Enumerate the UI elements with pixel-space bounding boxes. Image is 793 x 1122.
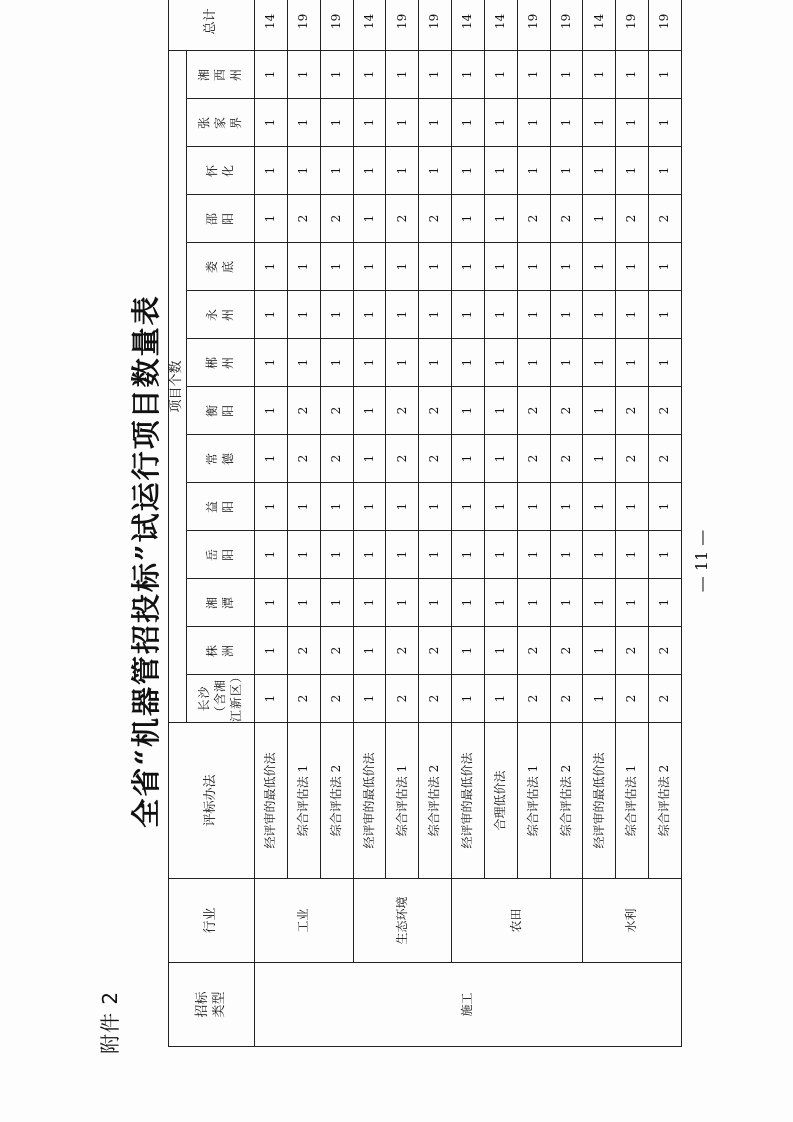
count-cell: 1 <box>320 243 353 291</box>
count-cell: 1 <box>255 195 288 243</box>
count-cell: 1 <box>616 147 649 195</box>
count-cell: 1 <box>517 291 550 339</box>
count-cell: 1 <box>255 339 288 387</box>
count-cell: 1 <box>353 339 386 387</box>
header-city: 湘 潭 <box>187 579 255 627</box>
count-cell: 1 <box>649 531 682 579</box>
count-cell: 1 <box>255 243 288 291</box>
count-cell: 1 <box>255 675 288 723</box>
count-cell: 2 <box>287 435 320 483</box>
table-row <box>353 0 386 1047</box>
count-cell: 1 <box>550 50 583 98</box>
count-cell: 1 <box>287 531 320 579</box>
industry-cell: 工业 <box>255 879 353 963</box>
count-cell: 1 <box>419 339 452 387</box>
count-cell: 1 <box>517 579 550 627</box>
industry-cell: 生态环境 <box>353 879 451 963</box>
count-cell: 2 <box>320 387 353 435</box>
count-cell: 1 <box>452 579 485 627</box>
count-cell: 1 <box>452 243 485 291</box>
count-cell: 1 <box>419 531 452 579</box>
count-cell: 2 <box>386 387 419 435</box>
industry-cell: 农田 <box>452 879 583 963</box>
method-cell: 综合评估法 2 <box>649 723 682 879</box>
count-cell: 2 <box>419 435 452 483</box>
document-title: 全省“机器管招投标”试运行项目数量表 <box>129 294 163 828</box>
count-cell: 1 <box>320 579 353 627</box>
count-cell: 1 <box>649 579 682 627</box>
count-cell: 1 <box>320 483 353 531</box>
count-cell: 1 <box>255 291 288 339</box>
count-cell: 1 <box>255 50 288 98</box>
count-cell: 1 <box>616 50 649 98</box>
count-cell: 1 <box>484 147 517 195</box>
count-cell: 2 <box>287 195 320 243</box>
count-cell: 1 <box>484 627 517 675</box>
header-industry: 行业 <box>169 879 255 963</box>
page-number: — 11 — <box>692 529 711 593</box>
count-cell: 1 <box>452 195 485 243</box>
total-cell: 14 <box>484 0 517 50</box>
count-cell: 1 <box>353 387 386 435</box>
total-cell: 14 <box>452 0 485 50</box>
count-cell: 1 <box>419 99 452 147</box>
count-cell: 1 <box>452 627 485 675</box>
count-cell: 1 <box>517 99 550 147</box>
table-row <box>583 0 616 1047</box>
count-cell: 2 <box>550 195 583 243</box>
count-cell: 1 <box>353 435 386 483</box>
count-cell: 2 <box>386 675 419 723</box>
bid-type-cell: 施工 <box>255 963 682 1047</box>
header-city: 邵 阳 <box>187 195 255 243</box>
count-cell: 1 <box>386 483 419 531</box>
project-count-table <box>168 0 682 1047</box>
method-cell: 综合评估法 2 <box>550 723 583 879</box>
count-cell: 2 <box>649 435 682 483</box>
industry-cell: 水利 <box>583 879 682 963</box>
count-cell: 1 <box>649 99 682 147</box>
count-cell: 2 <box>517 387 550 435</box>
count-cell: 1 <box>484 435 517 483</box>
count-cell: 2 <box>649 675 682 723</box>
header-total: 总计 <box>169 0 255 50</box>
count-cell: 2 <box>386 195 419 243</box>
count-cell: 1 <box>550 243 583 291</box>
count-cell: 1 <box>353 483 386 531</box>
count-cell: 1 <box>517 483 550 531</box>
count-cell: 1 <box>550 531 583 579</box>
count-cell: 1 <box>386 339 419 387</box>
count-cell: 2 <box>616 435 649 483</box>
header-city: 岳 阳 <box>187 531 255 579</box>
header-city: 株 洲 <box>187 627 255 675</box>
count-cell: 1 <box>649 291 682 339</box>
total-cell: 14 <box>255 0 288 50</box>
count-cell: 1 <box>517 531 550 579</box>
count-cell: 1 <box>550 147 583 195</box>
count-cell: 1 <box>616 483 649 531</box>
count-cell: 1 <box>386 147 419 195</box>
count-cell: 1 <box>550 339 583 387</box>
method-cell: 综合评估法 1 <box>517 723 550 879</box>
count-cell: 1 <box>550 291 583 339</box>
total-cell: 19 <box>517 0 550 50</box>
count-cell: 1 <box>583 579 616 627</box>
count-cell: 1 <box>649 483 682 531</box>
header-city: 郴 州 <box>187 339 255 387</box>
count-cell: 1 <box>255 99 288 147</box>
count-cell: 1 <box>484 243 517 291</box>
header-city: 衡 阳 <box>187 387 255 435</box>
count-cell: 1 <box>353 243 386 291</box>
count-cell: 2 <box>517 675 550 723</box>
count-cell: 2 <box>419 387 452 435</box>
count-cell: 1 <box>583 531 616 579</box>
count-cell: 1 <box>484 531 517 579</box>
count-cell: 1 <box>386 99 419 147</box>
count-cell: 1 <box>550 579 583 627</box>
count-cell: 1 <box>583 483 616 531</box>
count-cell: 1 <box>255 531 288 579</box>
count-cell: 1 <box>320 339 353 387</box>
count-cell: 1 <box>386 50 419 98</box>
total-cell: 19 <box>649 0 682 50</box>
count-cell: 2 <box>517 435 550 483</box>
count-cell: 1 <box>583 147 616 195</box>
count-cell: 1 <box>419 291 452 339</box>
count-cell: 1 <box>255 435 288 483</box>
count-cell: 2 <box>616 675 649 723</box>
count-cell: 1 <box>583 435 616 483</box>
count-cell: 1 <box>452 483 485 531</box>
count-cell: 1 <box>583 387 616 435</box>
count-cell: 1 <box>255 387 288 435</box>
count-cell: 1 <box>452 50 485 98</box>
count-cell: 1 <box>386 291 419 339</box>
count-cell: 1 <box>320 291 353 339</box>
header-city: 常 德 <box>187 435 255 483</box>
count-cell: 1 <box>419 243 452 291</box>
method-cell: 经评审的最低价法 <box>255 723 288 879</box>
count-cell: 1 <box>419 579 452 627</box>
count-cell: 1 <box>484 579 517 627</box>
count-cell: 1 <box>583 195 616 243</box>
count-cell: 1 <box>255 579 288 627</box>
count-cell: 1 <box>649 243 682 291</box>
count-cell: 1 <box>419 147 452 195</box>
count-cell: 2 <box>649 195 682 243</box>
total-cell: 19 <box>419 0 452 50</box>
count-cell: 1 <box>484 339 517 387</box>
count-cell: 1 <box>353 195 386 243</box>
total-cell: 14 <box>353 0 386 50</box>
count-cell: 1 <box>550 483 583 531</box>
count-cell: 1 <box>649 339 682 387</box>
count-cell: 1 <box>484 387 517 435</box>
count-cell: 1 <box>484 483 517 531</box>
count-cell: 2 <box>550 627 583 675</box>
count-cell: 1 <box>484 195 517 243</box>
count-cell: 2 <box>550 435 583 483</box>
count-cell: 1 <box>583 50 616 98</box>
count-cell: 1 <box>452 99 485 147</box>
count-cell: 1 <box>320 147 353 195</box>
method-cell: 经评审的最低价法 <box>452 723 485 879</box>
count-cell: 1 <box>353 675 386 723</box>
count-cell: 1 <box>452 339 485 387</box>
total-cell: 19 <box>386 0 419 50</box>
count-cell: 1 <box>517 339 550 387</box>
count-cell: 1 <box>583 243 616 291</box>
count-cell: 1 <box>550 99 583 147</box>
count-cell: 1 <box>353 50 386 98</box>
count-cell: 1 <box>484 50 517 98</box>
total-cell: 19 <box>287 0 320 50</box>
count-cell: 1 <box>616 243 649 291</box>
count-cell: 2 <box>616 627 649 675</box>
method-cell: 综合评估法 1 <box>616 723 649 879</box>
total-cell: 19 <box>550 0 583 50</box>
method-cell: 合理低价法 <box>484 723 517 879</box>
count-cell: 1 <box>452 675 485 723</box>
header-city: 湘 西 州 <box>187 50 255 98</box>
count-cell: 1 <box>287 291 320 339</box>
total-cell: 19 <box>320 0 353 50</box>
attachment-label: 附件 2 <box>98 990 122 1054</box>
count-cell: 1 <box>517 147 550 195</box>
total-cell: 14 <box>583 0 616 50</box>
count-cell: 2 <box>649 627 682 675</box>
header-method: 评标办法 <box>169 723 255 879</box>
count-cell: 2 <box>419 675 452 723</box>
header-city: 永 州 <box>187 291 255 339</box>
count-cell: 1 <box>386 579 419 627</box>
count-cell: 1 <box>419 483 452 531</box>
header-city: 娄 底 <box>187 243 255 291</box>
count-cell: 1 <box>287 579 320 627</box>
count-cell: 1 <box>255 627 288 675</box>
count-cell: 1 <box>452 147 485 195</box>
count-cell: 1 <box>616 531 649 579</box>
count-cell: 1 <box>649 147 682 195</box>
count-cell: 1 <box>287 99 320 147</box>
method-cell: 综合评估法 2 <box>320 723 353 879</box>
count-cell: 1 <box>484 99 517 147</box>
header-city: 张 家 界 <box>187 99 255 147</box>
header-project-count: 项目个数 <box>169 50 187 722</box>
count-cell: 2 <box>550 675 583 723</box>
count-cell: 1 <box>452 291 485 339</box>
count-cell: 1 <box>583 627 616 675</box>
count-cell: 1 <box>517 50 550 98</box>
count-cell: 2 <box>550 387 583 435</box>
header-bid-type: 招标 类型 <box>169 963 255 1047</box>
count-cell: 1 <box>517 243 550 291</box>
count-cell: 2 <box>419 195 452 243</box>
count-cell: 2 <box>386 435 419 483</box>
count-cell: 2 <box>320 627 353 675</box>
total-cell: 19 <box>616 0 649 50</box>
count-cell: 1 <box>583 291 616 339</box>
method-cell: 综合评估法 1 <box>386 723 419 879</box>
count-cell: 2 <box>287 627 320 675</box>
header-city: 怀 化 <box>187 147 255 195</box>
count-cell: 1 <box>616 99 649 147</box>
count-cell: 1 <box>287 50 320 98</box>
count-cell: 1 <box>255 147 288 195</box>
count-cell: 1 <box>583 675 616 723</box>
count-cell: 1 <box>353 531 386 579</box>
method-cell: 综合评估法 1 <box>287 723 320 879</box>
count-cell: 1 <box>287 339 320 387</box>
count-cell: 1 <box>320 531 353 579</box>
count-cell: 1 <box>484 675 517 723</box>
count-cell: 2 <box>616 387 649 435</box>
count-cell: 1 <box>649 50 682 98</box>
method-cell: 综合评估法 2 <box>419 723 452 879</box>
count-cell: 2 <box>616 195 649 243</box>
count-cell: 2 <box>419 627 452 675</box>
count-cell: 1 <box>616 291 649 339</box>
count-cell: 2 <box>320 435 353 483</box>
count-cell: 2 <box>287 387 320 435</box>
count-cell: 1 <box>320 50 353 98</box>
count-cell: 2 <box>649 387 682 435</box>
header-city: 长沙 （含湘 江新区） <box>187 675 255 723</box>
table-row <box>452 0 485 1047</box>
count-cell: 1 <box>419 50 452 98</box>
header-city: 益 阳 <box>187 483 255 531</box>
count-cell: 1 <box>353 627 386 675</box>
count-cell: 1 <box>616 579 649 627</box>
count-cell: 2 <box>320 675 353 723</box>
count-cell: 1 <box>255 483 288 531</box>
count-cell: 1 <box>353 579 386 627</box>
count-cell: 1 <box>484 291 517 339</box>
count-cell: 1 <box>287 147 320 195</box>
count-cell: 1 <box>583 99 616 147</box>
count-cell: 1 <box>353 147 386 195</box>
count-cell: 1 <box>583 339 616 387</box>
count-cell: 1 <box>386 243 419 291</box>
count-cell: 2 <box>386 627 419 675</box>
count-cell: 1 <box>452 435 485 483</box>
count-cell: 1 <box>287 483 320 531</box>
method-cell: 经评审的最低价法 <box>353 723 386 879</box>
count-cell: 1 <box>353 99 386 147</box>
count-cell: 1 <box>386 531 419 579</box>
count-cell: 1 <box>452 387 485 435</box>
count-cell: 1 <box>353 291 386 339</box>
count-cell: 1 <box>320 99 353 147</box>
count-cell: 2 <box>517 195 550 243</box>
count-cell: 1 <box>452 531 485 579</box>
count-cell: 2 <box>517 627 550 675</box>
method-cell: 经评审的最低价法 <box>583 723 616 879</box>
table-row <box>255 0 288 1047</box>
count-cell: 2 <box>320 195 353 243</box>
count-cell: 1 <box>616 339 649 387</box>
count-cell: 2 <box>287 675 320 723</box>
count-cell: 1 <box>287 243 320 291</box>
